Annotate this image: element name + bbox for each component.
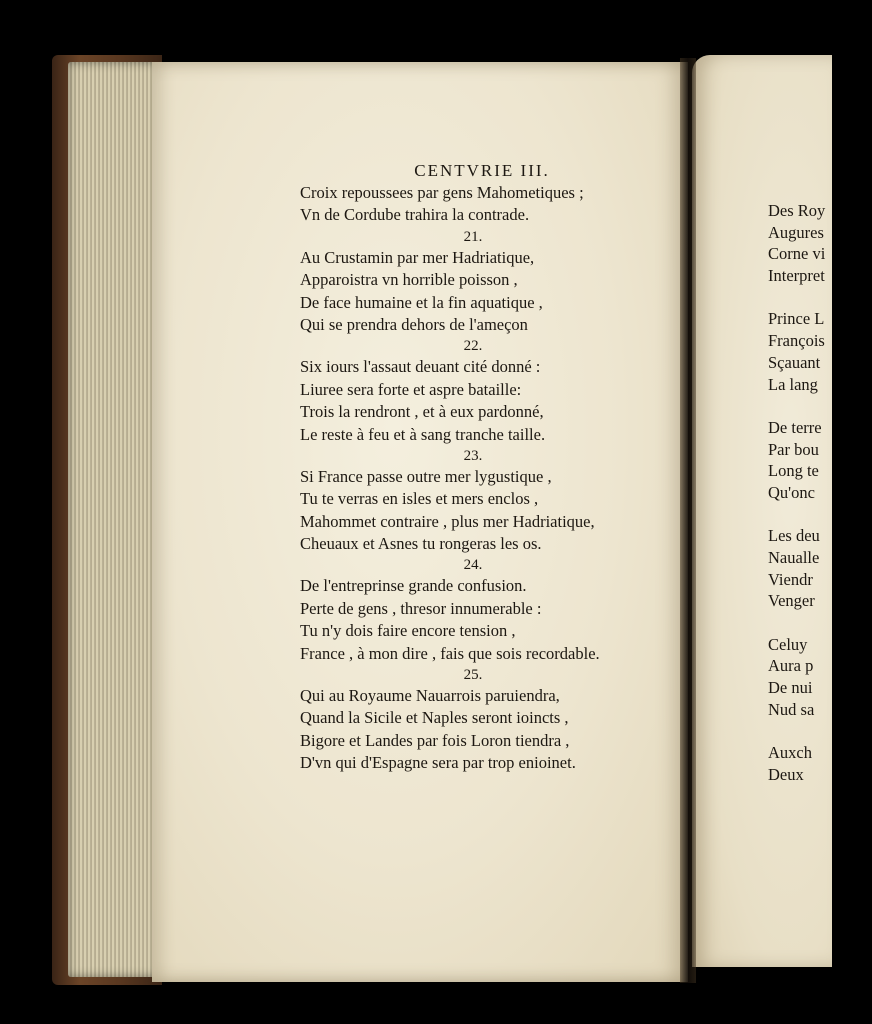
verse-line: D'vn qui d'Espagne sera par trop enioinet. <box>300 753 576 773</box>
right-page-text <box>768 200 838 786</box>
verse-line-fragment: Celuy <box>768 634 808 654</box>
verse-line: De l'entreprinse grande confusion. <box>300 576 527 596</box>
verse-line: Liuree sera forte et aspre bataille: <box>300 379 522 399</box>
verse-line: Au Crustamin par mer Hadriatique, <box>300 247 535 267</box>
verse-line: France , à mon dire , fais que sois recordable. <box>300 643 600 663</box>
verse-line: Croix repoussees par gens Mahometiques ; <box>300 183 584 202</box>
verse-line-fragment: Qu'onc <box>768 482 815 502</box>
quatrain-number: 22. <box>463 338 483 355</box>
verse-line: Apparoistra vn horrible poisson , <box>300 270 518 290</box>
verse-line: Mahommet contraire , plus mer Hadriatique, <box>300 511 595 531</box>
quatrain <box>300 446 640 556</box>
verse-line-fragment: La lang <box>768 374 818 394</box>
verse-line-fragment: François <box>768 331 825 351</box>
verse-line-fragment: Naualle <box>768 548 820 567</box>
verse-line: Tu n'y dois faire encore tension , <box>300 621 516 641</box>
verse-line: Tu te verras en isles et mers enclos , <box>300 489 539 509</box>
verse-line-fragment: Long te <box>768 461 819 481</box>
verse-line-fragment: Viendr <box>768 569 813 589</box>
verse-line-fragment: Prince L <box>768 309 825 329</box>
verse-line-fragment: De nui <box>768 678 813 698</box>
verse-line: Vn de Cordube trahira la contrade. <box>300 205 530 225</box>
verse-line-fragment: Corne vi <box>768 244 826 264</box>
verse-line-fragment: Nud sa <box>768 699 815 719</box>
quatrain-number: 24. <box>463 557 483 574</box>
verse-line: Trois la rendront , et à eux pardonné, <box>300 402 544 422</box>
verse-line-fragment: Deux <box>768 764 804 784</box>
quatrain <box>300 336 640 446</box>
running-head: CENTVRIE III. <box>414 161 550 180</box>
verse-line-fragment: Par bou <box>768 439 819 459</box>
quatrain <box>300 227 640 337</box>
verse-line-fragment: Des Roy <box>768 201 826 220</box>
verse-line-fragment: Les deu <box>768 526 820 546</box>
verse-line: Qui au Royaume Nauarrois paruiendra, <box>300 686 560 706</box>
verse-line: Quand la Sicile et Naples seront ioincts , <box>300 708 569 728</box>
quatrain-number: 21. <box>463 228 483 245</box>
verse-line: Si France passe outre mer lygustique , <box>300 466 552 486</box>
verse-line: Six iours l'assaut deuant cité donné : <box>300 357 541 377</box>
verse-line-fragment: De terre <box>768 417 822 437</box>
quatrain-number: 25. <box>463 667 483 684</box>
page-fore-edge-stack <box>68 62 160 977</box>
quatrain <box>300 555 640 665</box>
verse-line: Perte de gens , thresor innumerable : <box>300 598 542 618</box>
verse-line-fragment: Interpret <box>768 266 825 286</box>
verse-line: Cheuaux et Asnes tu rongeras les os. <box>300 534 542 554</box>
verse-line: Qui se prendra dehors de l'ameçon <box>300 314 528 334</box>
verse-line: Le reste à feu et à sang tranche taille. <box>300 424 546 444</box>
quatrain-number: 23. <box>463 447 483 464</box>
verse-line-fragment: Augures <box>768 222 824 242</box>
verse-line: Bigore et Landes par fois Loron tiendra , <box>300 730 570 750</box>
left-page-text <box>300 160 640 775</box>
quatrain <box>300 665 640 775</box>
verse-line-fragment: Venger <box>768 591 815 611</box>
verse-line-fragment: Sçauant <box>768 352 821 372</box>
book-gutter <box>680 58 696 983</box>
verse-line: De face humaine et la fin aquatique , <box>300 292 543 312</box>
verse-line-fragment: Aura p <box>768 656 814 676</box>
verse-line-fragment: Auxch <box>768 743 812 763</box>
